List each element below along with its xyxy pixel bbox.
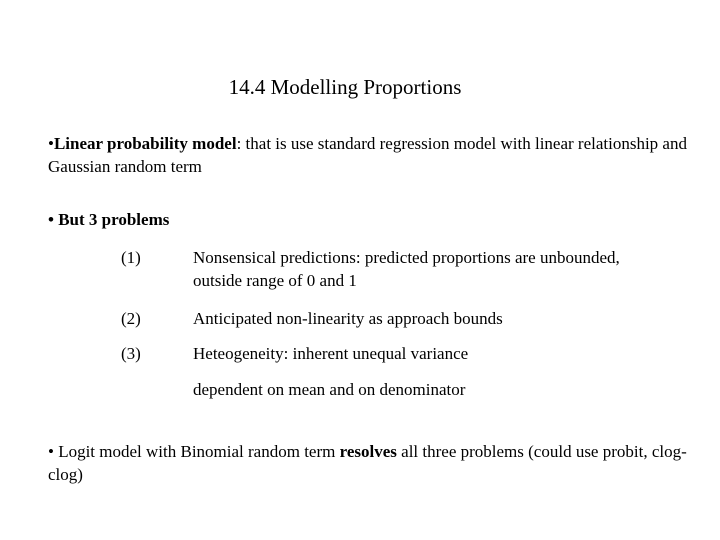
problem-text-1: Nonsensical predictions: predicted proportions are unbounded, outside range of 0 and 1 [193,248,620,290]
problem-number-3: (3) [121,344,141,363]
conclusion-text-after: all three problems (could use probit, clog-clog) [48,442,687,484]
problem-text-3-continuation: dependent on mean and on denominator [193,380,466,399]
problem-number-1: (1) [121,248,141,267]
conclusion-bold-term: resolves [339,442,397,461]
slide-title: 14.4 Modelling Proportions [228,75,462,99]
problem-number-2: (2) [121,309,141,328]
problems-heading-text: • But 3 problems [48,210,170,229]
intro-bold-term: Linear probability model [53,134,237,153]
intro-paragraph [48,132,688,178]
problems-heading [48,208,688,231]
conclusion-text-before: • Logit model with Binomial random term [48,442,340,461]
bullet: • [48,134,54,153]
intro-text: : that is use standard regression model with linear relationship and Gaussian random term [48,134,687,176]
problem-text-2: Anticipated non-linearity as approach bounds [193,309,503,328]
conclusion-paragraph [48,440,688,486]
problem-text-3: Heteogeneity: inherent unequal variance [193,344,469,363]
